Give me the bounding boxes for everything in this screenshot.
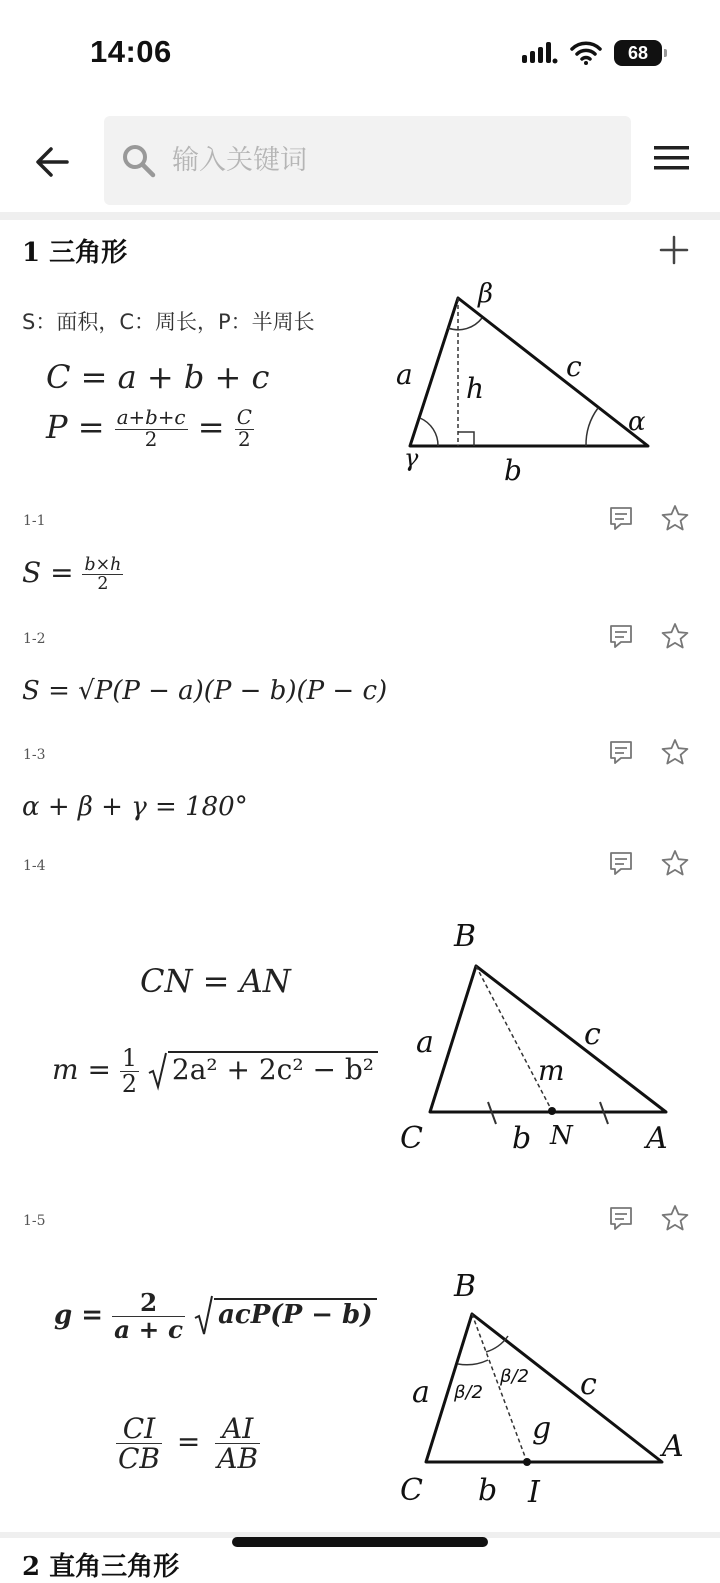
radical-sign (194, 1294, 214, 1338)
plus-icon (656, 232, 692, 268)
home-indicator[interactable] (232, 1537, 488, 1547)
section-header[interactable] (0, 220, 720, 280)
item-id: 1-4 (23, 858, 46, 874)
formula-heron: S = √P(P − a)(P − b)(P − c) (22, 676, 388, 706)
next-section-title: 2 直角三角形 (22, 1552, 180, 1582)
status-icons (522, 38, 662, 68)
bisector-triangle-figure (396, 1266, 696, 1512)
triangle-figure (390, 272, 670, 492)
label-beta: β (478, 279, 494, 309)
label-b: b (504, 454, 522, 487)
star-icon (661, 622, 689, 650)
wifi-icon (570, 41, 602, 65)
semi-lhs: P = (46, 408, 105, 446)
search-bar[interactable] (104, 116, 631, 205)
star-icon (661, 738, 689, 766)
label-c: c (580, 1367, 597, 1402)
semi-eq: = (197, 408, 225, 446)
comment-button[interactable] (606, 503, 636, 533)
formula-median-equal: CN = AN (140, 962, 291, 1000)
favorite-button[interactable] (660, 621, 690, 651)
radical-sign (148, 1051, 168, 1091)
comment-icon (608, 739, 634, 765)
back-button[interactable] (30, 140, 74, 184)
fraction: $\frac{2}{a + c}$ (114, 1288, 183, 1344)
label-m: m (538, 1054, 565, 1087)
item-actions (606, 736, 690, 768)
label-a: a (416, 1025, 434, 1060)
fraction: $\frac{1}{2}$ (121, 1044, 137, 1098)
star-icon (661, 504, 689, 532)
label-I: I (528, 1475, 540, 1510)
comment-button[interactable] (606, 737, 636, 767)
comment-button[interactable] (606, 621, 636, 651)
fraction-ai-ab: $\frac{AI}{AB}$ (217, 1412, 259, 1476)
comment-icon (608, 623, 634, 649)
label-c: c (566, 350, 582, 383)
label-alpha: α (628, 407, 646, 437)
item-id: 1-2 (23, 631, 46, 647)
label-A: A (662, 1429, 684, 1464)
formula-perimeter: C = a + b + c (46, 358, 270, 396)
item-id: 1-1 (23, 513, 46, 529)
label-h: h (466, 372, 485, 405)
status-bar (0, 0, 720, 100)
star-icon (661, 849, 689, 877)
comment-icon (608, 850, 634, 876)
menu-button[interactable] (654, 144, 698, 180)
label-c: c (584, 1017, 601, 1052)
status-time: 14:06 (90, 34, 172, 69)
star-icon (661, 1204, 689, 1232)
label-half-beta-1: β/2 (454, 1382, 484, 1403)
label-b: b (512, 1121, 532, 1156)
median-triangle-figure (396, 912, 686, 1162)
comment-icon (608, 1205, 634, 1231)
item-id: 1-3 (23, 747, 46, 763)
item-id: 1-5 (23, 1213, 46, 1229)
hamburger-icon (654, 144, 690, 172)
legend-text: S：面积，C：周长，P：半周长 (22, 310, 315, 334)
section-title: 1 三角形 (22, 238, 128, 268)
battery-indicator: 68 (614, 40, 662, 66)
item-actions (606, 1202, 690, 1234)
arrow-left-icon (34, 146, 70, 178)
item-actions (606, 502, 690, 534)
nav-bar (0, 110, 720, 210)
fraction: $\frac{b\times h}{2}$ (84, 555, 122, 595)
fraction-ci-cb: $\frac{CI}{CB}$ (118, 1412, 160, 1476)
favorite-button[interactable] (660, 848, 690, 878)
comment-button[interactable] (606, 848, 636, 878)
favorite-button[interactable] (660, 1203, 690, 1233)
label-b: b (478, 1473, 498, 1508)
label-B: B (454, 919, 477, 954)
formula-semiperimeter (46, 408, 254, 451)
label-A: A (646, 1121, 668, 1156)
formula-area-base-height: S = $\frac{b\times h}{2}$ (22, 555, 122, 595)
label-a: a (412, 1375, 430, 1410)
formula-median-length: m = $\frac{1}{2}$ 2a² + 2c² − b² (52, 1046, 378, 1097)
comment-icon (608, 505, 634, 531)
favorite-button[interactable] (660, 503, 690, 533)
expand-button[interactable] (656, 232, 692, 268)
semi-fraction-2: $\frac{C}{2}$ (236, 406, 252, 451)
label-C: C (400, 1473, 423, 1508)
comment-button[interactable] (606, 1203, 636, 1233)
search-input[interactable] (172, 145, 592, 176)
label-C: C (400, 1121, 423, 1156)
formula-bisector-length: g = $\frac{2}{a + c}$ acP(P − b) (54, 1290, 377, 1343)
formula-bisector-ratio: $\frac{CI}{CB}$ = $\frac{AI}{AB}$ (118, 1412, 259, 1476)
label-g: g (532, 1411, 552, 1446)
favorite-button[interactable] (660, 737, 690, 767)
search-icon (122, 144, 156, 178)
label-N: N (550, 1121, 573, 1151)
label-B: B (454, 1269, 477, 1304)
semi-fraction-1: $\frac{a+b+c}{2}$ (116, 406, 186, 451)
item-actions (606, 847, 690, 879)
formula-angle-sum: α + β + γ = 180° (22, 792, 248, 822)
label-a: a (396, 358, 413, 391)
divider (0, 212, 720, 220)
label-half-beta-2: β/2 (500, 1366, 530, 1387)
signal-icon (522, 41, 558, 65)
item-actions (606, 620, 690, 652)
label-gamma: γ (404, 444, 419, 472)
